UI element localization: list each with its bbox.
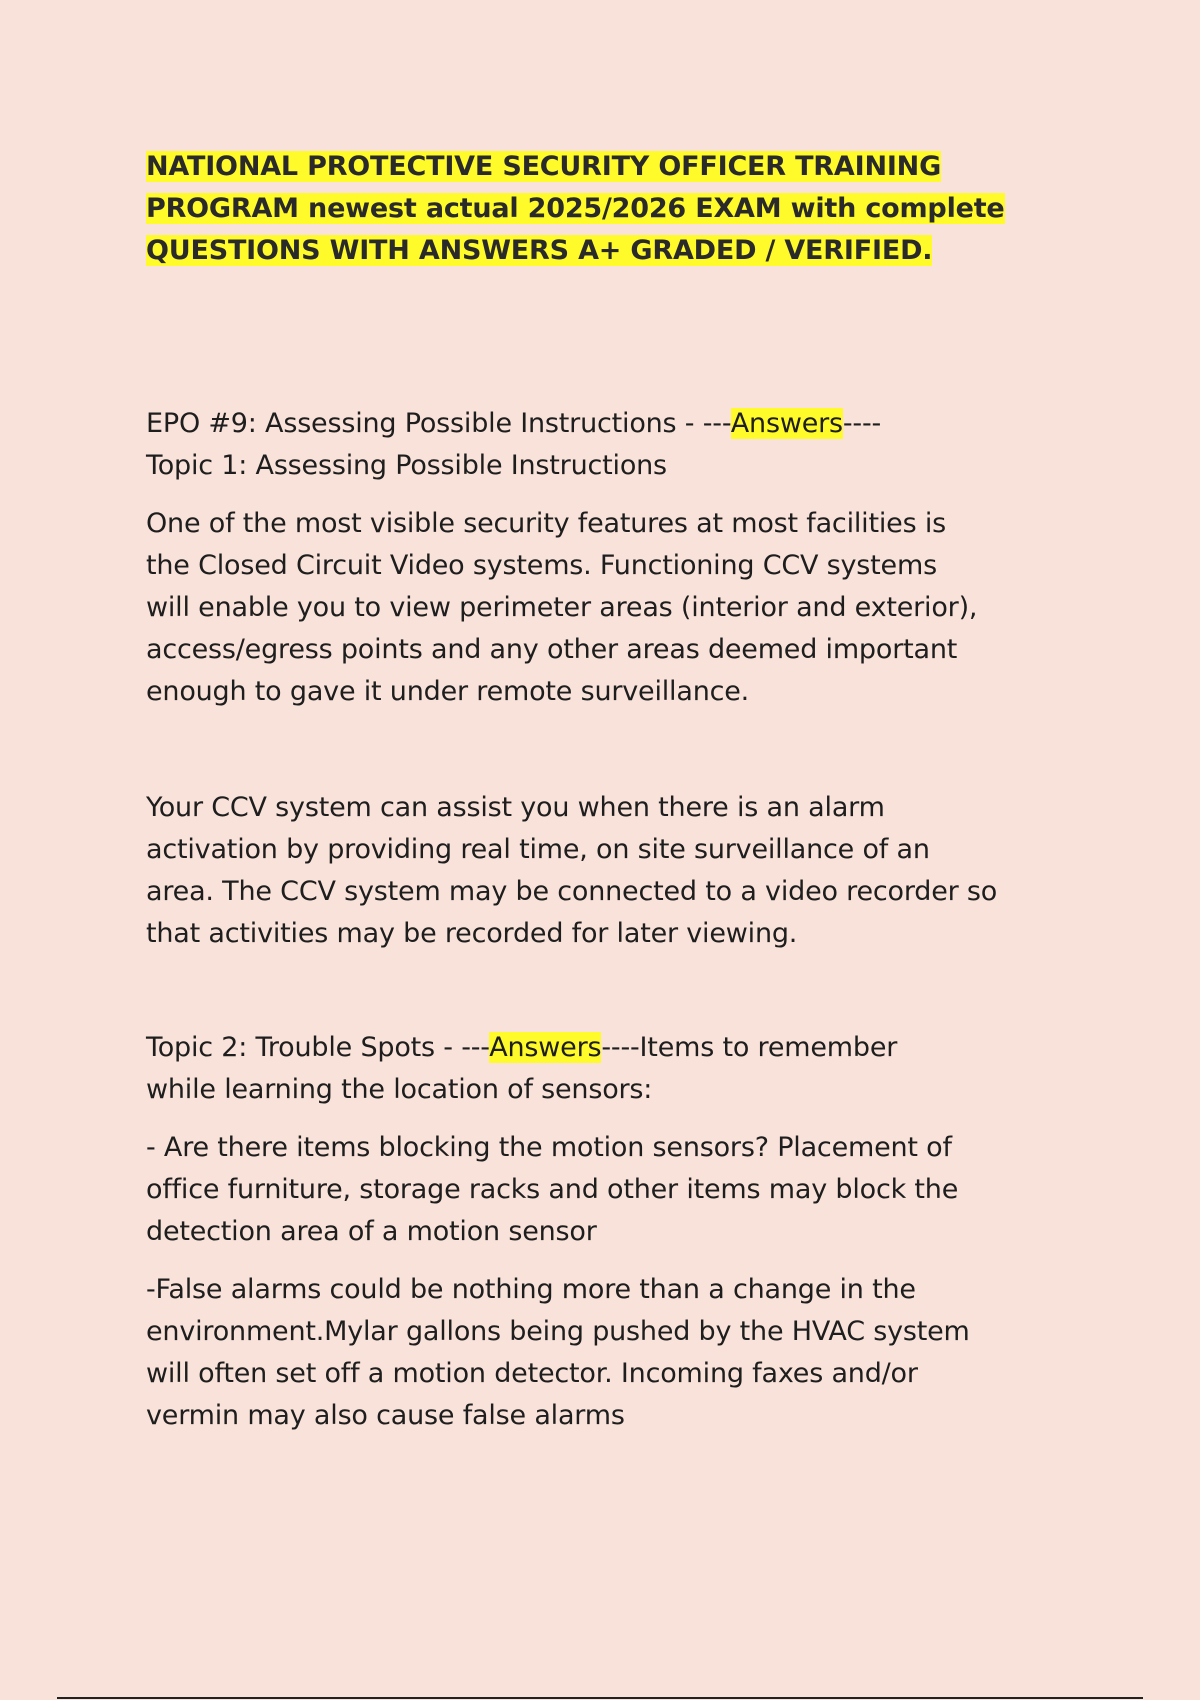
document-title	[146, 146, 1005, 272]
title-line: PROGRAM newest actual 2025/2026 EXAM with complete	[146, 193, 1005, 224]
topic2-heading-line: Topic 2: Trouble Spots - ---Answers----Items to remember	[146, 1032, 898, 1063]
title-line: QUESTIONS WITH ANSWERS A+ GRADED / VERIFIED.	[146, 235, 933, 266]
epo-heading-line: EPO #9: Assessing Possible Instructions - ---Answers----	[146, 408, 882, 439]
paragraph-ccv-alarm: Your CCV system can assist you when there is an alarm activation by providing real time, on site surveillance of an area. The CCV system may be connected to a video recorder so that activities may be recorded for later viewing.	[146, 792, 998, 949]
bullet-blocking-sensors: - Are there items blocking the motion sensors? Placement of office furniture, storage racks and other items may block the detection area of a motion sensor	[146, 1132, 959, 1247]
footer-divider	[57, 1697, 1143, 1699]
answers-highlight: Answers	[489, 1032, 602, 1063]
answers-highlight: Answers	[730, 408, 843, 439]
topic2-heading: Topic 2: Trouble Spots - ---Answers----Items to remember while learning the location of sensors:	[146, 1027, 897, 1111]
paragraph-ccv-features: One of the most visible security features at most facilities is the Closed Circuit Video systems. Functioning CCV systems will enable you to view perimeter areas (interior and exterior), access/egress points and any other areas deemed important enough to gave it under remote surveillance.	[146, 508, 978, 707]
title-line: NATIONAL PROTECTIVE SECURITY OFFICER TRAINING	[146, 151, 942, 182]
bullet-false-alarms: -False alarms could be nothing more than a change in the environment.Mylar gallons being pushed by the HVAC system will often set off a motion detector. Incoming faxes and/or vermin may also cause false alarms	[146, 1274, 970, 1431]
topic1-heading: Topic 1: Assessing Possible Instructions	[146, 450, 667, 481]
epo-heading	[146, 403, 881, 487]
